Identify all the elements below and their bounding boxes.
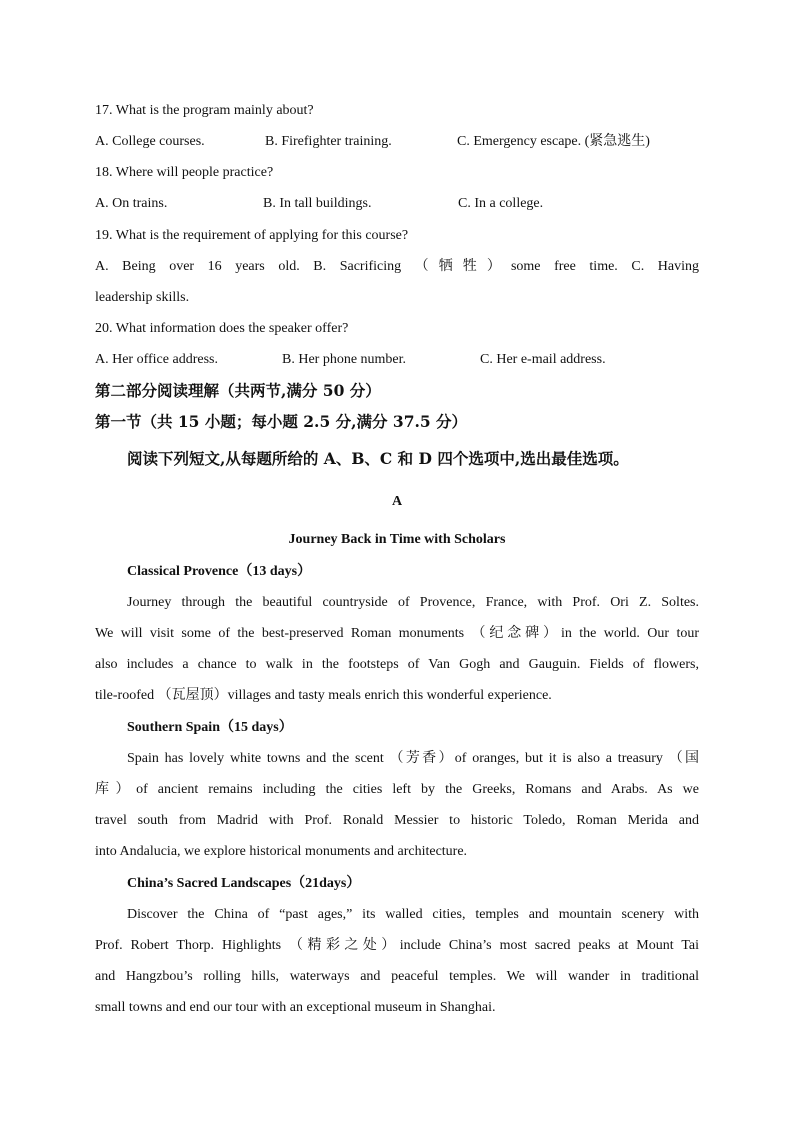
passage-letter: A xyxy=(391,494,403,509)
paragraph-line: Spain has lovely white towns and the scent （芳香）of oranges, but it is also a treasury （国 xyxy=(127,751,699,766)
option-18b: B. In tall buildings. xyxy=(263,196,372,211)
option-17c: C. Emergency escape. (紧急逃生) xyxy=(457,134,650,149)
paragraph-line: Discover the China of “past ages,” its walled cities, temples and mountain scenery with xyxy=(127,907,699,922)
option-18c: C. In a college. xyxy=(458,196,544,211)
paragraph-line: 库）of ancient remains including the cities left by the Greeks, Romans and Arabs. As we xyxy=(95,782,699,797)
question-17-options xyxy=(95,132,699,152)
question-20-options xyxy=(95,350,699,370)
passage-title: Journey Back in Time with Scholars xyxy=(288,532,506,547)
question-19: 19. What is the requirement of applying for this course? xyxy=(95,228,409,243)
section-title: 第一节（共 15 小题；每小题 2.5 分,满分 37.5 分） xyxy=(95,412,468,431)
option-20a: A. Her office address. xyxy=(95,352,218,367)
paragraph-line: Prof. Robert Thorp. Highlights （精彩之处）include China’s most sacred peaks at Mount Tai xyxy=(95,938,699,953)
option-17a: A. College courses. xyxy=(95,134,205,149)
tour-heading-china: China’s Sacred Landscapes（21days） xyxy=(127,876,361,891)
instruction: 阅读下列短文,从每题所给的 A、B、C 和 D 四个选项中,选出最佳选项。 xyxy=(127,449,629,468)
question-17: 17. What is the program mainly about? xyxy=(95,103,314,118)
option-17b: B. Firefighter training. xyxy=(265,134,392,149)
paragraph-line: tile-roofed （瓦屋顶）villages and tasty meals enrich this wonderful experience. xyxy=(95,688,552,703)
question-19-options-cont: leadership skills. xyxy=(95,290,190,305)
paragraph-line: into Andalucia, we explore historical monuments and architecture. xyxy=(95,844,468,859)
paragraph-line: also includes a chance to walk in the footsteps of Van Gogh and Gauguin. Fields of flowers, xyxy=(95,657,699,672)
paragraph-line: travel south from Madrid with Prof. Ronald Messier to historic Toledo, Roman Merida and xyxy=(95,813,699,828)
paragraph-line: and Hangzbou’s rolling hills, waterways and peaceful temples. We will wander in traditional xyxy=(95,969,699,984)
question-20: 20. What information does the speaker offer? xyxy=(95,321,349,336)
part-title: 第二部分阅读理解（共两节,满分 50 分） xyxy=(95,381,381,400)
paragraph-line: small towns and end our tour with an exceptional museum in Shanghai. xyxy=(95,1000,496,1015)
paragraph-line: We will visit some of the best-preserved Roman monuments （纪念碑）in the world. Our tour xyxy=(95,626,699,641)
paragraph-line: Journey through the beautiful countryside of Provence, France, with Prof. Ori Z. Soltes. xyxy=(127,595,699,610)
option-18a: A. On trains. xyxy=(95,196,168,211)
tour-heading-spain: Southern Spain（15 days） xyxy=(127,720,293,735)
question-18: 18. Where will people practice? xyxy=(95,165,274,180)
option-20b: B. Her phone number. xyxy=(282,352,407,367)
question-18-options xyxy=(95,194,699,214)
option-20c: C. Her e-mail address. xyxy=(480,352,606,367)
tour-heading-provence: Classical Provence（13 days） xyxy=(127,564,312,579)
question-19-options: A. Being over 16 years old. B. Sacrificing （牺牲）some free time. C. Having xyxy=(95,259,699,274)
